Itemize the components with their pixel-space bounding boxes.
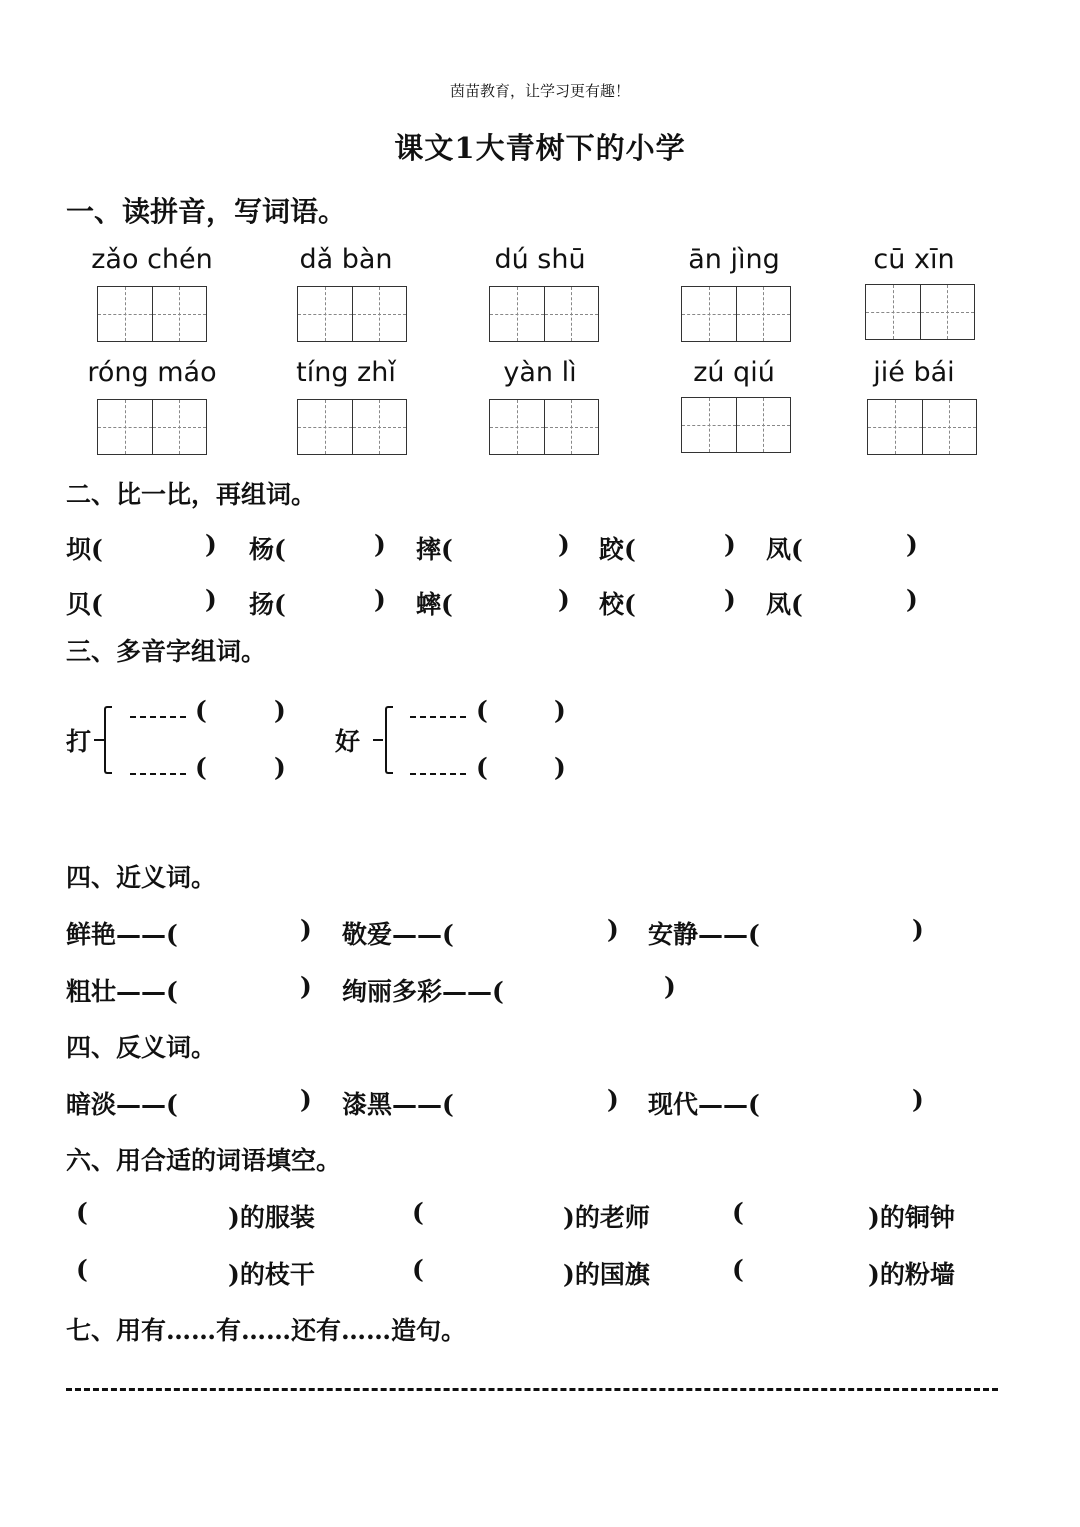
synonym-prompt: 粗壮——(: [66, 977, 178, 1006]
answer-line[interactable]: [66, 1388, 998, 1391]
paren-close: ): [554, 696, 566, 725]
page-header: 茵苗教育，让学习更有趣！: [449, 82, 630, 100]
fill-phrase: )的枝干: [228, 1260, 315, 1289]
paren-close: ): [374, 585, 386, 614]
page-title: 课文1大青树下的小学: [394, 131, 686, 165]
compare-char: 校(: [599, 590, 636, 619]
writing-grid[interactable]: [681, 286, 791, 342]
paren-close: ): [906, 585, 918, 614]
paren-open: (: [412, 1198, 424, 1227]
antonym-prompt: 暗淡——(: [66, 1090, 178, 1119]
pinyin-item: tíng zhǐ: [296, 357, 396, 388]
pinyin-item: cū xīn: [873, 244, 955, 275]
pinyin-item: róng máo: [87, 357, 217, 388]
writing-grid[interactable]: [681, 397, 791, 453]
paren-close: ): [558, 530, 570, 559]
writing-grid[interactable]: [867, 399, 977, 455]
pinyin-item: zú qiú: [693, 357, 775, 388]
paren-open: (: [195, 753, 207, 782]
polyphone-char: 打: [66, 727, 92, 756]
writing-grid[interactable]: [97, 286, 207, 342]
synonym-prompt: 鲜艳——(: [66, 920, 178, 949]
compare-char: 凤(: [766, 535, 803, 564]
paren-close: ): [300, 972, 312, 1001]
compare-char: 跤(: [599, 535, 636, 564]
brace-stem: [373, 739, 383, 741]
paren-close: ): [374, 530, 386, 559]
fill-phrase: )的老师: [563, 1203, 650, 1232]
answer-blank[interactable]: [410, 716, 466, 718]
paren-close: ): [906, 530, 918, 559]
paren-open: (: [732, 1198, 744, 1227]
answer-blank[interactable]: [130, 773, 186, 775]
fill-phrase: )的服装: [228, 1203, 315, 1232]
pinyin-item: ān jìng: [688, 244, 780, 275]
paren-close: ): [274, 696, 286, 725]
section1-heading: 一、读拼音，写词语。: [66, 195, 347, 228]
synonym-prompt: 敬爱——(: [342, 920, 454, 949]
paren-close: ): [274, 753, 286, 782]
paren-open: (: [732, 1255, 744, 1284]
compare-char: 坝(: [66, 535, 103, 564]
polyphone-char: 好: [335, 727, 361, 756]
section7-heading: 七、用有……有……还有……造句。: [66, 1316, 467, 1345]
section3-heading: 三、多音字组词。: [66, 637, 267, 666]
paren-open: (: [76, 1255, 88, 1284]
compare-char: 凤(: [766, 590, 803, 619]
paren-close: ): [300, 915, 312, 944]
paren-open: (: [476, 696, 488, 725]
pinyin-item: jié bái: [873, 357, 955, 388]
section6-heading: 六、用合适的词语填空。: [66, 1146, 342, 1175]
answer-blank[interactable]: [410, 773, 466, 775]
paren-open: (: [76, 1198, 88, 1227]
paren-close: ): [205, 530, 217, 559]
paren-close: ): [664, 972, 676, 1001]
synonym-prompt: 绚丽多彩——(: [342, 977, 504, 1006]
writing-grid[interactable]: [489, 399, 599, 455]
brace: [104, 706, 112, 774]
answer-blank[interactable]: [130, 716, 186, 718]
synonym-prompt: 安静——(: [648, 920, 760, 949]
writing-grid[interactable]: [865, 284, 975, 340]
antonym-prompt: 漆黑——(: [342, 1090, 454, 1119]
compare-char: 扬(: [249, 590, 286, 619]
brace-stem: [94, 739, 104, 741]
section2-heading: 二、比一比，再组词。: [66, 480, 317, 509]
writing-grid[interactable]: [489, 286, 599, 342]
paren-open: (: [195, 696, 207, 725]
section5-heading: 四、反义词。: [66, 1033, 217, 1062]
brace: [385, 706, 393, 774]
pinyin-item: dǎ bàn: [299, 244, 393, 275]
paren-open: (: [412, 1255, 424, 1284]
writing-grid[interactable]: [297, 286, 407, 342]
writing-grid[interactable]: [97, 399, 207, 455]
fill-phrase: )的粉墙: [868, 1260, 955, 1289]
compare-char: 蟀(: [416, 590, 453, 619]
fill-phrase: )的铜钟: [868, 1203, 955, 1232]
section4-heading: 四、近义词。: [66, 863, 217, 892]
pinyin-item: yàn lì: [503, 357, 577, 388]
paren-close: ): [607, 915, 619, 944]
paren-close: ): [300, 1085, 312, 1114]
paren-close: ): [607, 1085, 619, 1114]
paren-open: (: [476, 753, 488, 782]
paren-close: ): [558, 585, 570, 614]
compare-char: 杨(: [249, 535, 286, 564]
paren-close: ): [912, 1085, 924, 1114]
compare-char: 摔(: [416, 535, 453, 564]
paren-close: ): [724, 585, 736, 614]
paren-close: ): [205, 585, 217, 614]
paren-close: ): [912, 915, 924, 944]
writing-grid[interactable]: [297, 399, 407, 455]
paren-close: ): [554, 753, 566, 782]
antonym-prompt: 现代——(: [648, 1090, 760, 1119]
pinyin-item: zǎo chén: [91, 244, 213, 275]
fill-phrase: )的国旗: [563, 1260, 650, 1289]
compare-char: 贝(: [66, 590, 103, 619]
paren-close: ): [724, 530, 736, 559]
pinyin-item: dú shū: [494, 244, 586, 275]
